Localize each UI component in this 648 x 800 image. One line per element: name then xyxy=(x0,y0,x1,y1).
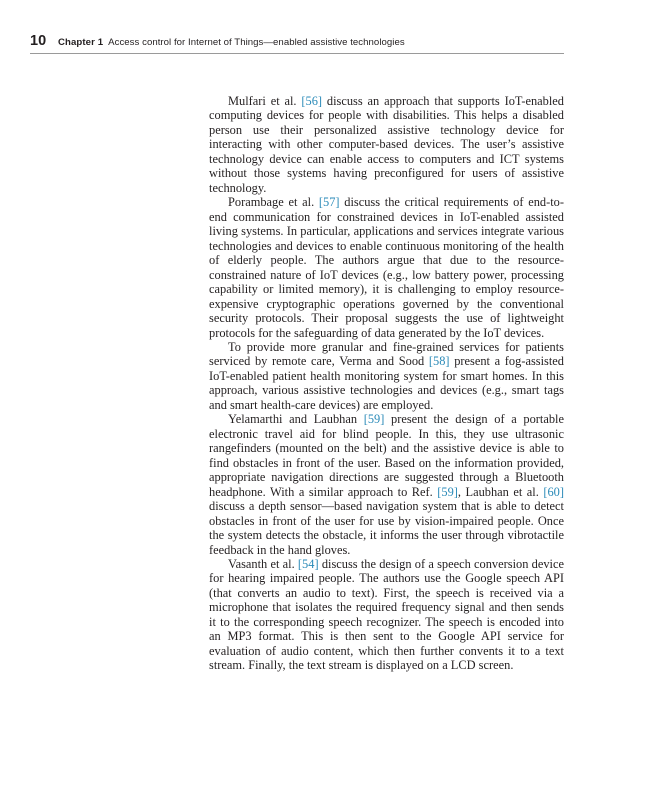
running-head xyxy=(30,33,564,54)
citation-link[interactable]: [59] xyxy=(363,412,385,427)
paragraph-text: Porambage et al. xyxy=(228,195,319,210)
citation-link[interactable]: [56] xyxy=(301,94,323,108)
paragraph-text: , Laubhan et al. xyxy=(457,484,544,499)
paragraph-text: Mulfari et al. xyxy=(228,94,302,108)
paragraph-verma-sood xyxy=(209,340,564,412)
page-number: 10 xyxy=(30,33,47,49)
paragraph-text: discuss an approach that supports IoT-enabled computing devices for people with disabilities. This helps a disabled person use their personalized assistive technology device for interacting with other computer-based devices. The user’s assistive technology device can enable access to computers and ICT systems without those systems having preconfigured for users of assistive technology. xyxy=(209,94,564,195)
citation-link[interactable]: [54] xyxy=(297,557,319,571)
chapter-label: Chapter 1 xyxy=(58,37,104,48)
paragraph-text: discuss the critical requirements of end-to-end communication for constrained devices in IoT-enabled assisted living systems. In particular, applications and services integrate various technologies and devices to enable continuous monitoring of the health of elderly people. The authors argue that due to the resource-constrained nature of IoT devices (e.g., low battery power, processing capability or limited memory), it is challenging to employ resource-expensive cryptographic operations governed by the conventional security protocols. Their proposal suggests the use of lightweight protocols for the safeguarding of data generated by the IoT devices. xyxy=(209,195,564,340)
citation-link[interactable]: [59] xyxy=(437,484,458,499)
paragraph-text: discuss a depth sensor—based navigation system that is able to detect obstacles in front of the user for use by vision-impaired people. Once the system detects the obstacle, it informs the user through vibrotactile feedback in the hand gloves. xyxy=(209,499,564,557)
paragraph-porambage xyxy=(209,195,564,340)
paragraph-text: present a fog-assisted IoT-enabled patient health monitoring system for smart homes. In this approach, various assistive technologies and devices (e.g., smart tags and smart health-care devices) are employed. xyxy=(209,354,564,412)
citation-link[interactable]: [60] xyxy=(543,484,564,499)
paragraph-text: present the design of a portable electronic travel aid for blind people. In this, they use ultrasonic rangefinders (mounted on the belt) and the assistive device is able to find obstacles in front of the user. Based on the information provided, appropriate navigation directions are suggested through a Bluetooth headphone. With a similar approach to Ref. xyxy=(209,412,564,499)
body-text xyxy=(209,94,564,673)
citation-link[interactable]: [57] xyxy=(318,195,340,210)
paragraph-vasanth xyxy=(209,557,564,673)
paragraph-yelamarthi-laubhan xyxy=(209,412,564,557)
paragraph-text: To provide more granular and fine-grained services for patients serviced by remote care, Verma and Sood xyxy=(209,339,564,369)
paragraph-mulfari xyxy=(209,94,564,195)
paragraph-text: Yelamarthi and Laubhan xyxy=(228,412,364,427)
chapter-title: Access control for Internet of Things—enabled assistive technologies xyxy=(108,37,405,48)
citation-link[interactable]: [58] xyxy=(428,354,450,369)
paragraph-text: discuss the design of a speech conversion device for hearing impaired people. The authors use the Google speech API (that converts an audio to text). First, the speech is received via a microphone that isolates the required frequency signal and then sends it to the corresponding speech recognizer. The speech is encoded into an MP3 format. This is then sent to the Google API service for evaluation of audio content, which then further convents it to a text stream. Finally, the text stream is displayed on a LCD screen. xyxy=(209,557,564,673)
paragraph-text: Vasanth et al. xyxy=(228,557,298,571)
